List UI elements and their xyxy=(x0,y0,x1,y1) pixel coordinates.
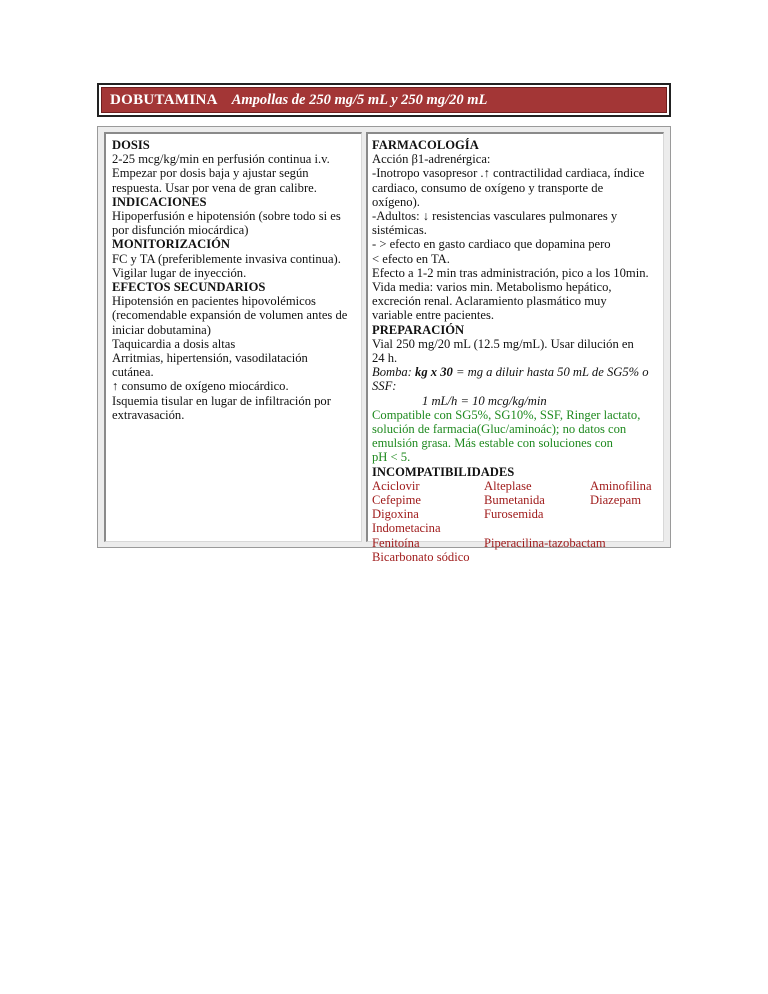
incompat-item xyxy=(590,536,670,550)
incompat-item: Cefepime xyxy=(372,493,421,508)
incompat-item xyxy=(590,550,670,564)
compatibility-text: Compatible con SG5%, SG10%, SSF, Ringer lactato, solución de farmacia(Gluc/aminoác); no datos con emulsión grasa. Más estable con soluciones con pH < 5. xyxy=(372,407,641,465)
incompat-item xyxy=(484,550,590,564)
efectos-text: Hipotensión en pacientes hipovolémicos (recomendable expansión de volumen antes de iniciar dobutamina) Taquicardia a dosis altas Arritmias, hipertensión, vasodilatación cutánea. ↑ consumo de oxígeno miocárdico. Isquemia tisular en lugar de infiltración por extravasación. xyxy=(112,294,348,422)
drug-presentation: Ampollas de 250 mg/5 mL y 250 mg/20 mL xyxy=(231,91,488,108)
drug-name: DOBUTAMINA xyxy=(110,91,218,108)
incompatibilities-list xyxy=(372,479,657,564)
incompat-item: Bumetanida xyxy=(484,493,545,508)
infusion-rate: 1 mL/h = 10 mcg/kg/min xyxy=(422,393,547,408)
farmacologia-heading: FARMACOLOGÍA xyxy=(372,138,479,152)
monitorizacion-heading: MONITORIZACIÓN xyxy=(112,237,231,252)
preparacion-text: Vial 250 mg/20 mL (12.5 mg/mL). Usar dilución en 24 h. xyxy=(372,336,634,366)
left-column xyxy=(104,132,362,542)
drug-header xyxy=(97,83,671,117)
incompatibilidades-heading: INCOMPATIBILIDADES xyxy=(372,464,515,479)
incompat-item xyxy=(590,521,670,535)
incompat-item: Indometacina xyxy=(372,521,441,536)
bomba-label: Bomba: xyxy=(372,365,416,380)
bomba-formula: kg x 30 xyxy=(415,365,453,380)
incompat-item: Aminofilina xyxy=(590,478,652,493)
indicaciones-heading: INDICACIONES xyxy=(112,194,207,209)
preparacion-heading: PREPARACIÓN xyxy=(372,322,465,337)
incompat-item xyxy=(484,521,590,535)
incompat-item xyxy=(590,507,670,521)
incompat-item: Alteplase xyxy=(484,478,532,493)
efectos-heading: EFECTOS SECUNDARIOS xyxy=(112,280,266,295)
incompat-item: Diazepam xyxy=(590,493,642,508)
incompat-item: Piperacilina-tazobactam xyxy=(484,535,606,550)
incompat-item: Digoxina xyxy=(372,507,419,522)
bomba-formula-line xyxy=(372,365,657,393)
dosis-heading: DOSIS xyxy=(112,138,150,152)
incompat-item: Aciclovir xyxy=(372,478,420,493)
right-column xyxy=(366,132,664,564)
indicaciones-text: Hipoperfusión e hipotensión (sobre todo si es por disfunción miocárdica) xyxy=(112,209,341,238)
incompat-item: Bicarbonato sódico xyxy=(372,549,470,564)
bomba-rest: = mg a diluir hasta 50 mL de SG5% o SSF: xyxy=(372,365,649,394)
incompat-item: Fenitoína xyxy=(372,535,420,550)
farmacologia-text: Acción β1-adrenérgica: -Inotropo vasopresor .↑ contractilidad cardiaca, índice cardiaco, consumo de oxígeno y transporte de oxígeno). -Adultos: ↓ resistencias vasculares pulmonares y sistémicas. - > efecto en gasto cardiaco que dopamina pero < efecto en TA. Efecto a 1-2 min tras administración, pico a los 10min. Vida media: varios min. Metabolismo hepático, excreción renal. Aclaramiento plasmático muy variable entre pacientes. xyxy=(372,152,649,323)
incompat-item: Furosemida xyxy=(484,507,544,522)
monitorizacion-text: FC y TA (preferiblemente invasiva continua). Vigilar lugar de inyección. xyxy=(112,251,341,280)
drug-header-bar xyxy=(101,87,667,113)
dosis-text: 2-25 mcg/kg/min en perfusión continua i.v. Empezar por dosis baja y ajustar según respuesta. Usar por vena de gran calibre. xyxy=(112,152,330,195)
drug-info-table xyxy=(97,126,671,564)
